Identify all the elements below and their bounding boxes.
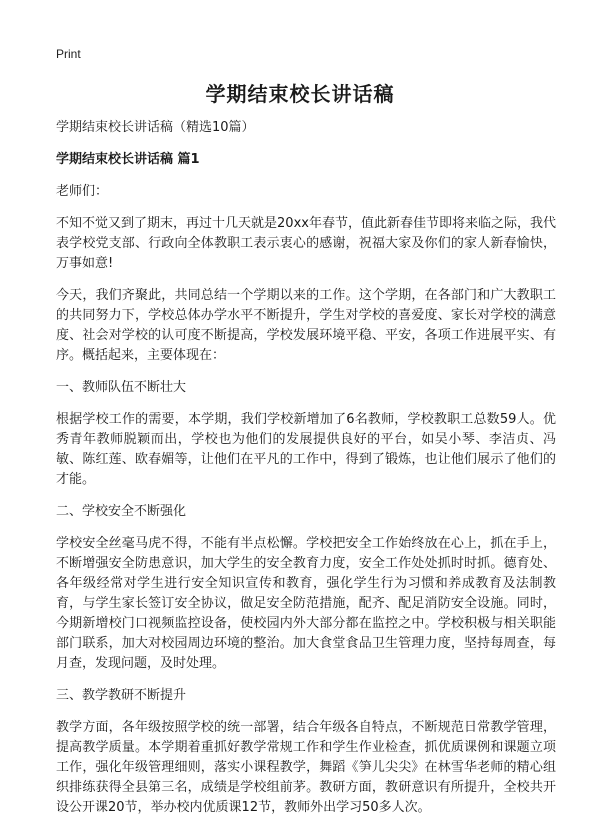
section-title-3: 三、教学教研不断提升 [56,688,187,703]
subtitle: 学期结束校长讲话稿（精选10篇） [56,120,255,135]
paragraph-2: 今天，我们齐聚此，共同总结一个学期以来的工作。这个学期，在各部门和广大教职工的共同努力下，学校总体办学水平不断提升，学生对学校的喜爱度、家长对学校的满意度、社会对学校的认可度不断提高，学校发展环境平稳、平安，各项工作进展平实、有序。概括起来，主要体现在： [56,288,556,363]
page-title: 学期结束校长讲话稿 [205,82,395,106]
print-link[interactable]: Print [56,47,81,61]
paragraph-1: 不知不觉又到了期末，再过十几天就是20xx年春节，值此新春佳节即将来临之际，我代表学校党支部、行政向全体教职工表示衷心的感谢，祝福大家及你们的家人新春愉快，万事如意! [56,216,556,271]
section-title-2: 二、学校安全不断强化 [56,504,187,519]
section-heading: 学期结束校长讲话稿 篇1 [56,152,200,167]
section-title-1: 一、教师队伍不断壮大 [56,380,187,395]
paragraph-3: 根据学校工作的需要，本学期，我们学校新增加了6名教师，学校教职工总数59人。优秀青年教师脱颖而出，学校也为他们的发展提供良好的平台，如吴小琴、李洁贞、冯敏、陈红莲、欧春媚等，让他们在平凡的工作中，得到了锻炼，也让他们展示了他们的才能。 [56,412,556,487]
paragraph-4: 学校安全丝毫马虎不得，不能有半点松懈。学校把安全工作始终放在心上，抓在手上，不断增强安全防患意识，加大学生的安全教育力度，安全工作处处抓时时抓。德育处、各年级经常对学生进行安全知识宣传和教育，强化学生行为习惯和养成教育及法制教育，与学生家长签订安全协议，做足安全防范措施，配齐、配足消防安全设施。同时，今期新增校门口视频监控设备，使校园内外大部分都在监控之中。学校积极与相关职能部门联系，加大对校园周边环境的整治。加大食堂食品卫生管理力度，坚持每周查，每月查，发现问题，及时处理。 [56,536,556,671]
article-body [56,118,556,830]
paragraph-5: 教学方面，各年级按照学校的统一部署，结合年级各自特点，不断规范日常教学管理，提高教学质量。本学期着重抓好教学常规工作和学生作业检查，抓优质课例和课题立项工作，强化年级管理细则，落实小课程教学，舞蹈《笋儿尖尖》在林雪华老师的精心组织排练获得全县第三名，成绩是学校组前茅。教研方面，教研意识有所提升，全校共开设公开课20节，举办校内优质课12节，教师外出学习50多人次。 [56,720,556,815]
greeting: 老师们： [56,184,109,199]
